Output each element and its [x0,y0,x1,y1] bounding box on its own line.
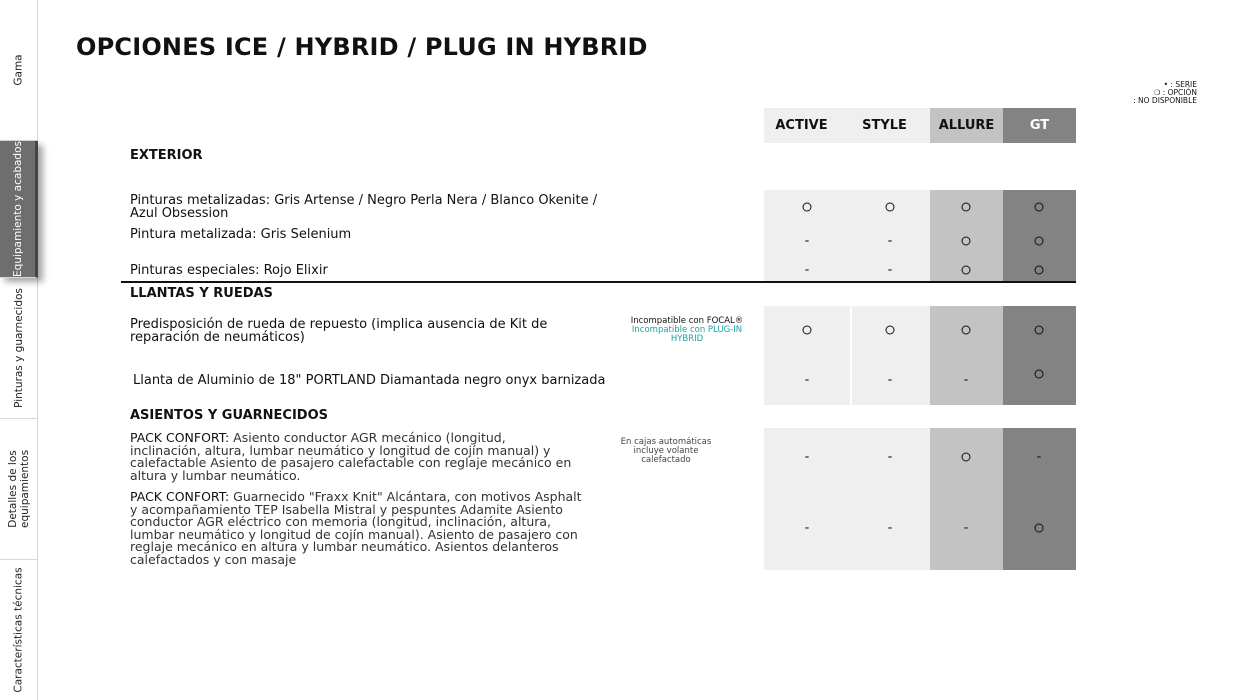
not-available-dash: - [1036,449,1042,465]
note-cajas: En cajas automáticas incluye volante calefactado [620,437,712,465]
sidebar-item-caracteristicas[interactable] [0,560,38,700]
pack-prefix: PACK CONFORT: [130,489,230,504]
not-available-dash: - [804,233,810,249]
sidebar-item-pinturas[interactable] [0,278,38,419]
pack-description: Guarnecido "Fraxx Knit" Alcántara, con motivos Asphalt y acompañamiento TEP Isabella Mistral y pespuntes Adamite Asiento conductor AGR eléctrico con memoria (longitud, inclinación, altura, lumbar neumático y longitud de cojín manual). Asiento de pasajero con reglaje mecánico en altura y lumbar neumático. Asientos delanteros calefactados y con masaje [130,489,582,567]
option-circle-icon [962,266,971,275]
cell-bg-allure [930,428,1003,570]
section-title-exterior: EXTERIOR [130,148,203,163]
cell-bg-active [764,306,850,405]
sidebar-item-gama[interactable] [0,0,38,141]
option-circle-icon [962,203,971,212]
legend-no-disponible: : NO DISPONIBLE [1133,96,1197,105]
option-circle-icon [962,237,971,246]
not-available-dash: - [804,520,810,536]
not-available-dash: - [887,520,893,536]
cell-bg-allure [930,306,1003,405]
row-label: Llanta de Aluminio de 18" PORTLAND Diamantada negro onyx barnizada [133,373,606,388]
sidebar-item-label: Pinturas y guarnecidos [13,288,25,408]
not-available-dash: - [887,372,893,388]
column-header-active: ACTIVE [764,108,839,143]
sidebar-item-label: Características técnicas [13,567,26,693]
row-label: Pintura metalizada: Gris Selenium [130,227,352,242]
note-plugin: Incompatible con PLUG-IN HYBRID [631,325,743,344]
option-circle-icon [1035,370,1044,379]
not-available-dash: - [887,233,893,249]
sidebar-item-label: Detalles de los equipamientos [7,449,31,528]
option-circle-icon [962,326,971,335]
option-circle-icon [962,453,971,462]
option-circle-icon [1035,524,1044,533]
sidebar-nav [0,0,38,700]
cell-bg-style [852,306,930,405]
option-circle-icon [1035,266,1044,275]
sidebar-item-label: Gama [12,54,25,86]
column-header-style: STYLE [839,108,930,143]
section-divider [121,281,1076,283]
not-available-dash: - [804,372,810,388]
column-header-gt: GT [1003,108,1076,143]
not-available-dash: - [887,262,893,278]
not-available-dash: - [963,520,969,536]
pack-prefix: PACK CONFORT: [130,430,230,445]
legend-opcion: ❍ : OPCIÓN [1153,88,1197,97]
not-available-dash: - [804,262,810,278]
row-label: Predisposición de rueda de repuesto (implica ausencia de Kit de reparación de neumáticos) [130,317,548,345]
option-circle-icon [803,203,812,212]
note-incompatibility [617,317,757,344]
row-label [130,432,580,482]
row-label: Pinturas especiales: Rojo Elixir [130,263,328,278]
not-available-dash: - [804,449,810,465]
cell-bg-active-style [764,428,930,570]
not-available-dash: - [887,449,893,465]
legend-serie: • : SERIE [1163,80,1197,89]
section-title-llantas: LLANTAS Y RUEDAS [130,286,273,301]
option-circle-icon [803,326,812,335]
cell-bg-gt [1003,306,1076,405]
cell-bg-active-style [764,190,930,281]
option-circle-icon [1035,326,1044,335]
sidebar-item-label: Equipamiento y acabados [11,141,24,277]
sidebar-item-equipamiento[interactable] [0,141,38,278]
row-label [130,491,585,566]
option-circle-icon [886,326,895,335]
not-available-dash: - [963,372,969,388]
note-focal: Incompatible con FOCAL® [630,316,744,326]
sidebar-item-detalles[interactable] [0,419,38,560]
legend [1133,81,1197,105]
section-title-asientos: ASIENTOS Y GUARNECIDOS [130,408,329,423]
page-title: OPCIONES ICE / HYBRID / PLUG IN HYBRID [76,33,648,61]
option-circle-icon [886,203,895,212]
row-label: Pinturas metalizadas: Gris Artense / Negro Perla Nera / Blanco Okenite / Azul Obsession [130,193,598,221]
column-header-allure: ALLURE [930,108,1003,143]
option-circle-icon [1035,237,1044,246]
option-circle-icon [1035,203,1044,212]
pack-description: Asiento conductor AGR mecánico (longitud, inclinación, altura, lumbar neumático y longitud de cojín manual) y calefactable Asiento de pasajero calefactable con reglaje mecánico en altura y lumbar neumático. [130,430,572,483]
